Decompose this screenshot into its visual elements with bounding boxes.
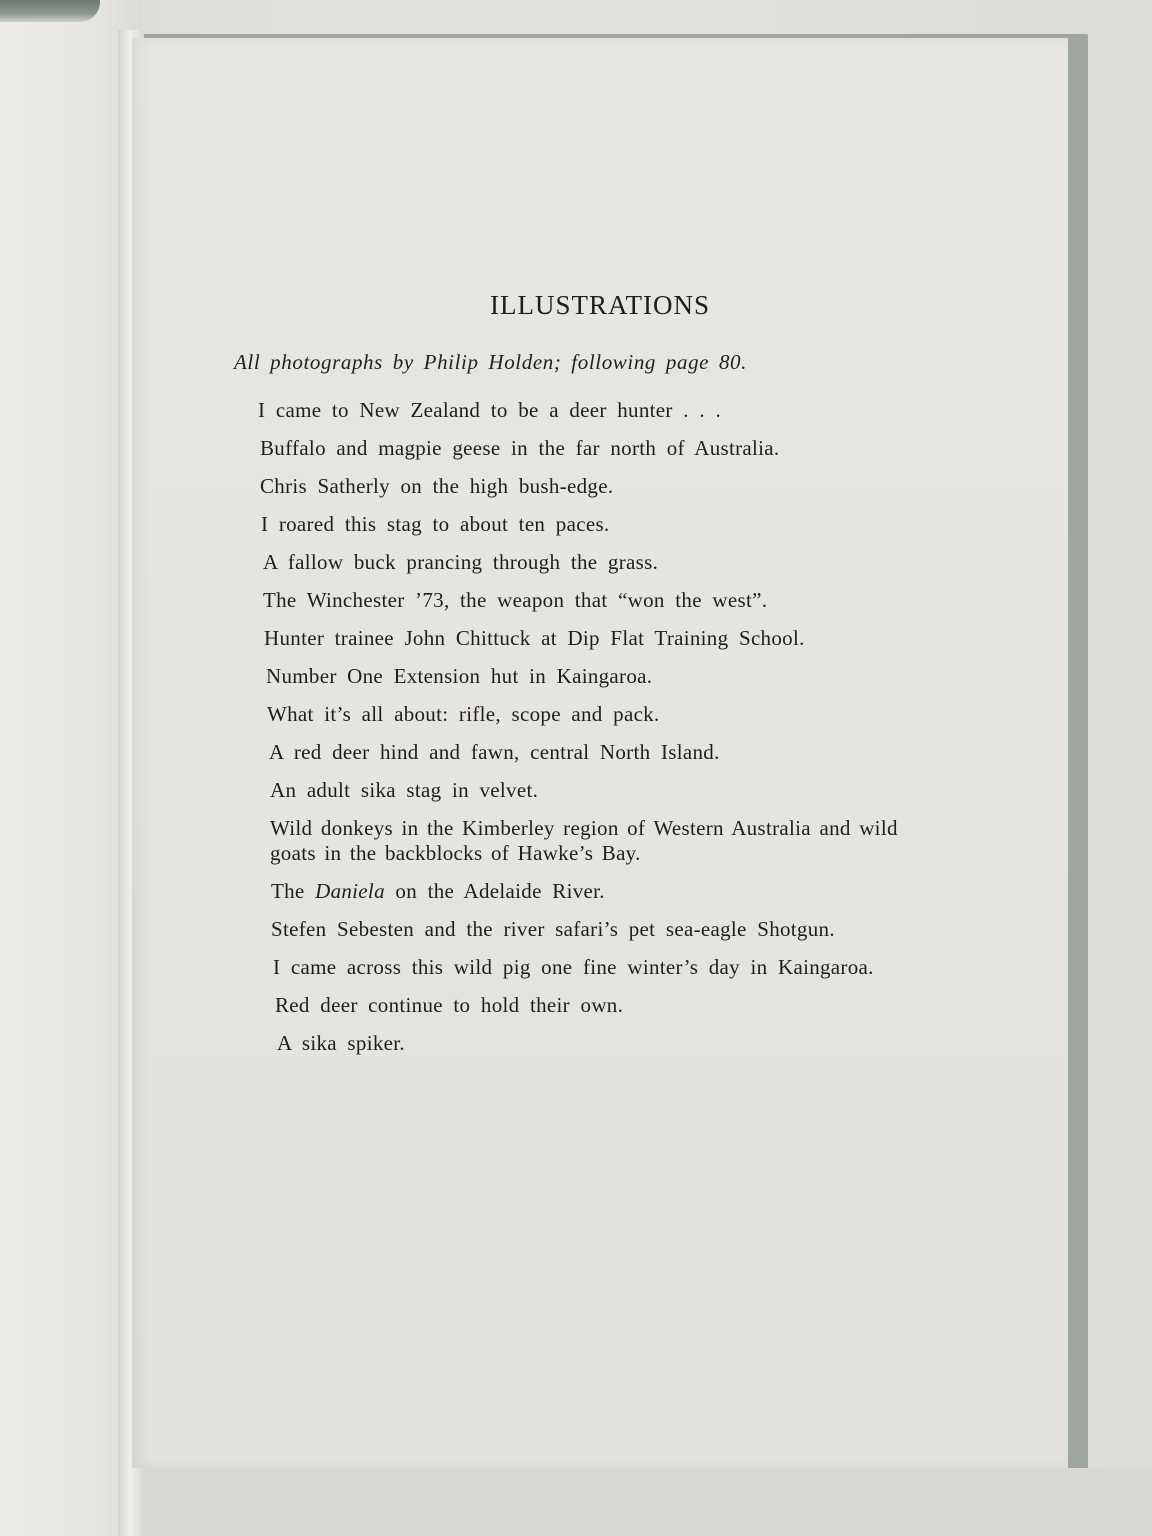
cloth-binding-edge xyxy=(0,0,100,22)
page-heading: ILLUSTRATIONS xyxy=(490,290,710,320)
illustration-caption: Red deer continue to hold their own. xyxy=(275,993,624,1017)
right-page xyxy=(132,38,1068,1468)
caption-suffix: on the Adelaide River. xyxy=(384,879,605,903)
illustration-caption: I came to New Zealand to be a deer hunter . . . xyxy=(258,398,722,422)
illustration-caption-italic xyxy=(271,879,938,904)
boat-name: Daniela xyxy=(315,879,385,903)
illustration-caption: The Winchester ’73, the weapon that “won the west”. xyxy=(263,588,768,612)
illustration-caption: I roared this stag to about ten paces. xyxy=(261,512,610,536)
page-content xyxy=(132,38,1068,1468)
illustration-caption: What it’s all about: rifle, scope and pack. xyxy=(267,702,660,726)
illustration-caption: Number One Extension hut in Kaingaroa. xyxy=(266,664,653,688)
illustration-caption: Hunter trainee John Chittuck at Dip Flat Training School. xyxy=(264,626,805,650)
illustration-caption: Chris Satherly on the high bush-edge. xyxy=(260,474,614,498)
illustration-caption: A red deer hind and fawn, central North Island. xyxy=(269,740,720,764)
table-surface xyxy=(132,1468,1152,1536)
illustration-caption: Wild donkeys in the Kimberley region of Western Australia and wild goats in the backblocks of Hawke’s Bay. xyxy=(270,816,898,865)
illustration-caption: Buffalo and magpie geese in the far north of Australia. xyxy=(260,436,780,460)
illustration-caption: I came across this wild pig one fine winter’s day in Kaingaroa. xyxy=(273,955,874,979)
illustration-caption: Stefen Sebesten and the river safari’s pet sea-eagle Shotgun. xyxy=(271,917,835,941)
caption-prefix: The xyxy=(271,879,316,903)
illustration-caption: A fallow buck prancing through the grass. xyxy=(263,550,659,574)
illustration-caption: A sika spiker. xyxy=(277,1031,405,1055)
photo-credit-line: All photographs by Philip Holden; following page 80. xyxy=(234,350,748,374)
illustration-list xyxy=(258,398,938,1069)
illustration-caption: An adult sika stag in velvet. xyxy=(270,778,539,802)
